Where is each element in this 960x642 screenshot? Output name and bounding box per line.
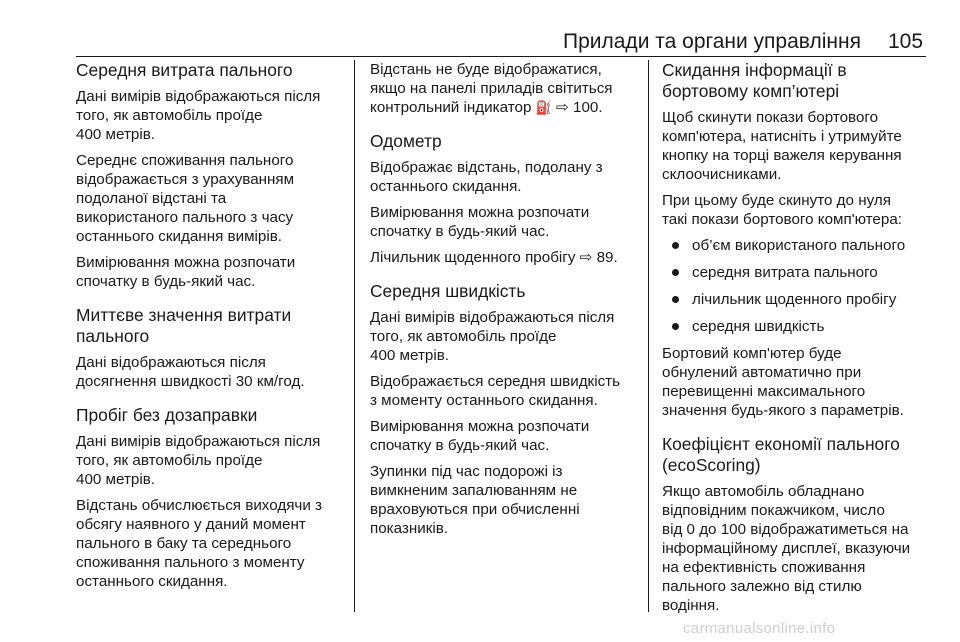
page-header (0, 0, 960, 54)
section-heading: Одометр (370, 131, 442, 151)
paragraph-text: Лічильник щоденного пробігу (370, 249, 580, 266)
page-ref-icon: ⇨ (579, 249, 593, 266)
column-middle (370, 60, 634, 614)
paragraph: Бортовий комп'ютер буде обнулений автоматично при перевищенні максимального значення будь-якого з параметрів. (662, 345, 904, 419)
paragraph: Дані вимірів відображаються після того, як автомобіль проїде 400 метрів. (370, 309, 615, 364)
paragraph: Вимірювання можна розпочати спочатку в будь-який час. (76, 254, 296, 290)
paragraph: При цьому буде скинуто до нуля такі покази бортового комп'ютера: (662, 192, 902, 228)
paragraph: Зупинки під час подорожі із вимкненим запалюванням не враховуються при обчисленні показників. (370, 463, 580, 537)
page-ref[interactable]: 89. (596, 249, 618, 266)
column-divider (648, 60, 649, 612)
paragraph (370, 248, 634, 267)
list-item (662, 236, 932, 255)
paragraph: Дані відображаються після досягнення швидкості 30 км/год. (76, 354, 305, 390)
paragraph: Відстань обчислюється виходячи з обсягу наявного у даний момент пального в баку та середнього споживання пального з моменту останнього скидання. (76, 497, 323, 590)
column-divider (354, 60, 355, 612)
section-heading: Середня швидкість (370, 281, 526, 301)
watermark: carmanualsonline.info (683, 620, 836, 637)
paragraph-text: Відстань не буде відображатися, якщо на панелі приладів світиться контрольний індикатор (370, 61, 613, 116)
page-title: Прилади та органи управління (563, 30, 861, 53)
list-item (662, 290, 932, 309)
list-item-text: середня швидкість (692, 318, 825, 335)
list-item-text: об’єм використаного пального (692, 237, 906, 254)
paragraph (370, 60, 634, 117)
page-number: 105 (888, 30, 924, 53)
paragraph: Дані вимірів відображаються після того, як автомобіль проїде 400 метрів. (76, 88, 321, 143)
section-heading: Коефіцієнт економії пального (ecoScoring) (662, 434, 900, 475)
section-heading: Середня витрата пального (76, 60, 293, 80)
bullet-list (662, 236, 932, 336)
column-right (662, 60, 932, 614)
section-heading: Пробіг без дозаправки (76, 405, 258, 425)
paragraph: Вимірювання можна розпочати спочатку в будь-який час. (370, 204, 590, 240)
header-rule (76, 56, 926, 57)
list-item-text: лічильник щоденного пробігу (692, 291, 897, 308)
paragraph: Середнє споживання пального відображається з урахуванням подоланої відстані та використаного пального з часу останнього скидання вимірів. (76, 152, 295, 245)
page-ref-icon: ⇨ (556, 99, 569, 116)
paragraph: Вимірювання можна розпочати спочатку в будь-який час. (370, 418, 590, 454)
paragraph: Якщо автомобіль обладнано відповідним покажчиком, число від 0 до 100 відображатиметься на інформаційному дисплеї, вказуючи на ефективність споживання пального залежно від стилю водіння. (662, 483, 911, 614)
paragraph: Дані вимірів відображаються після того, як автомобіль проїде 400 метрів. (76, 433, 321, 488)
list-item (662, 263, 932, 282)
section-heading: Миттєве значення витрати пального (76, 305, 292, 346)
section-heading: Скидання інформації в бортовому комп’ютері (662, 60, 847, 101)
paragraph: Відображається середня швидкість з моменту останнього скидання. (370, 373, 621, 409)
paragraph: Відображає відстань, подолану з останнього скидання. (370, 159, 603, 195)
bullet-icon (672, 296, 679, 303)
bullet-icon (672, 269, 679, 276)
paragraph: Щоб скинути покази бортового комп'ютера, натисніть і утримуйте кнопку на торці важеля керування склоочисниками. (662, 109, 902, 183)
bullet-icon (672, 242, 679, 249)
list-item (662, 317, 932, 336)
fuel-pump-icon: ⛽ (535, 100, 552, 115)
column-left (76, 60, 346, 614)
page-ref[interactable]: 100. (573, 99, 603, 116)
list-item-text: середня витрата пального (692, 264, 878, 281)
bullet-icon (672, 323, 679, 330)
